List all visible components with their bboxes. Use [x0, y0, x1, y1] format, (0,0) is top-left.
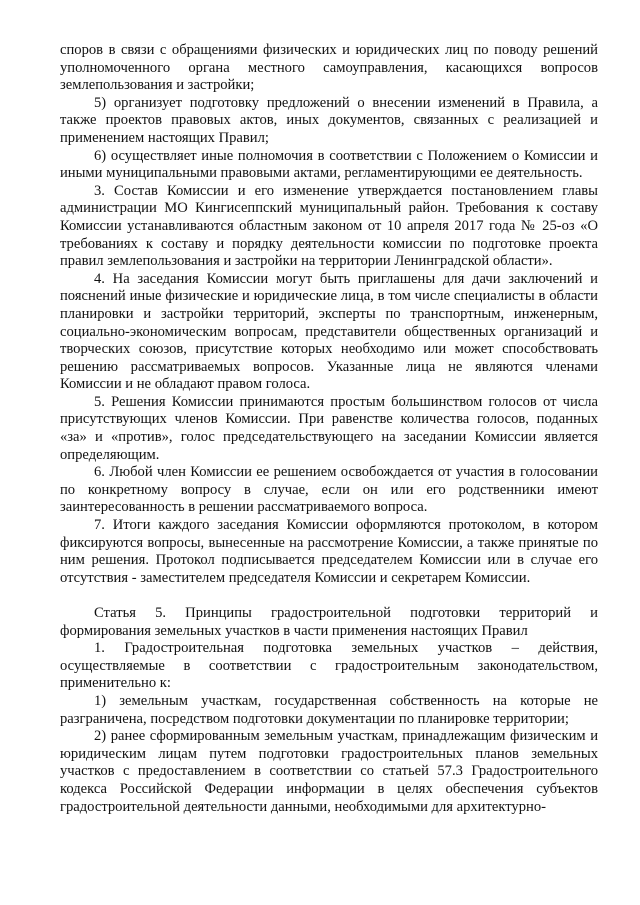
- article-5-heading: Статья 5. Принципы градостроительной подготовки территорий и формирования земельных участков в части применения настоящих Правил: [60, 605, 598, 639]
- paragraph-clause-6: 6. Любой член Комиссии ее решением освобождается от участия в голосовании по конкретному вопросу в случае, если он или его родственники имеют заинтересованность в решении рассматриваемого вопроса.: [60, 464, 598, 516]
- paragraph-article5-clause-1: 1. Градостроительная подготовка земельных участков – действия, осуществляемые в соответствии с градостроительным законодательством, применительно к:: [60, 640, 598, 692]
- paragraph-article5-item-2: 2) ранее сформированным земельным участкам, принадлежащим физическим и юридическим лицам путем подготовки градостроительных планов земельных участков с предоставлением в соответствии со статьей 57.3 Градостроительного кодекса Российской Федерации информации в целях обеспечения субъектов градостроительной деятельности данными, необходимыми для архитектурно-: [60, 728, 598, 815]
- paragraph-continuation: споров в связи с обращениями физических и юридических лиц по поводу решений уполномоченного органа местного самоуправления, касающихся вопросов землепользования и застройки;: [60, 42, 598, 94]
- paragraph-clause-4: 4. На заседания Комиссии могут быть приглашены для дачи заключений и пояснений иные физические и юридические лица, в том числе специалисты в области планировки и застройки территорий, эксперты по транспортным, инженерным, социально-экономическим вопросам, представители общественных организаций и творческих союзов, присутствие которых необходимо или может способствовать решению рассматриваемых вопросов. Указанные лица не являются членами Комиссии и не обладают правом голоса.: [60, 270, 598, 393]
- paragraph-clause-5: 5. Решения Комиссии принимаются простым большинством голосов от числа присутствующих членов Комиссии. При равенстве количества голосов, поданных «за» и «против», голос председательствующего на заседании Комиссии является определяющим.: [60, 393, 598, 463]
- section-spacer: [60, 587, 598, 605]
- paragraph-item-5: 5) организует подготовку предложений о внесении изменений в Правила, а также проектов правовых актов, иных документов, связанных с реализацией и применением настоящих Правил;: [60, 94, 598, 146]
- paragraph-clause-7: 7. Итоги каждого заседания Комиссии оформляются протоколом, в котором фиксируются вопросы, вынесенные на рассмотрение Комиссии, а также принятые по ним решения. Протокол подписывается председателем Комиссии или в случае его отсутствия - заместителем председателя Комиссии и секретарем Комиссии.: [60, 517, 598, 586]
- paragraph-item-6: 6) осуществляет иные полномочия в соответствии с Положением о Комиссии и иными муниципальными правовыми актами, регламентирующими ее деятельность.: [60, 147, 598, 182]
- paragraph-article5-item-1: 1) земельным участкам, государственная собственность на которые не разграничена, посредством подготовки документации по планировке территории;: [60, 692, 598, 727]
- paragraph-clause-3: 3. Состав Комиссии и его изменение утверждается постановлением главы администрации МО Кингисеппский муниципальный район. Требования к составу Комиссии устанавливаются областным законом от 10 апреля 2017 года № 25-оз «О требованиях к составу и порядку деятельности комиссии по подготовке проекта правил землепользования и застройки на территории Ленинградской области».: [60, 182, 598, 270]
